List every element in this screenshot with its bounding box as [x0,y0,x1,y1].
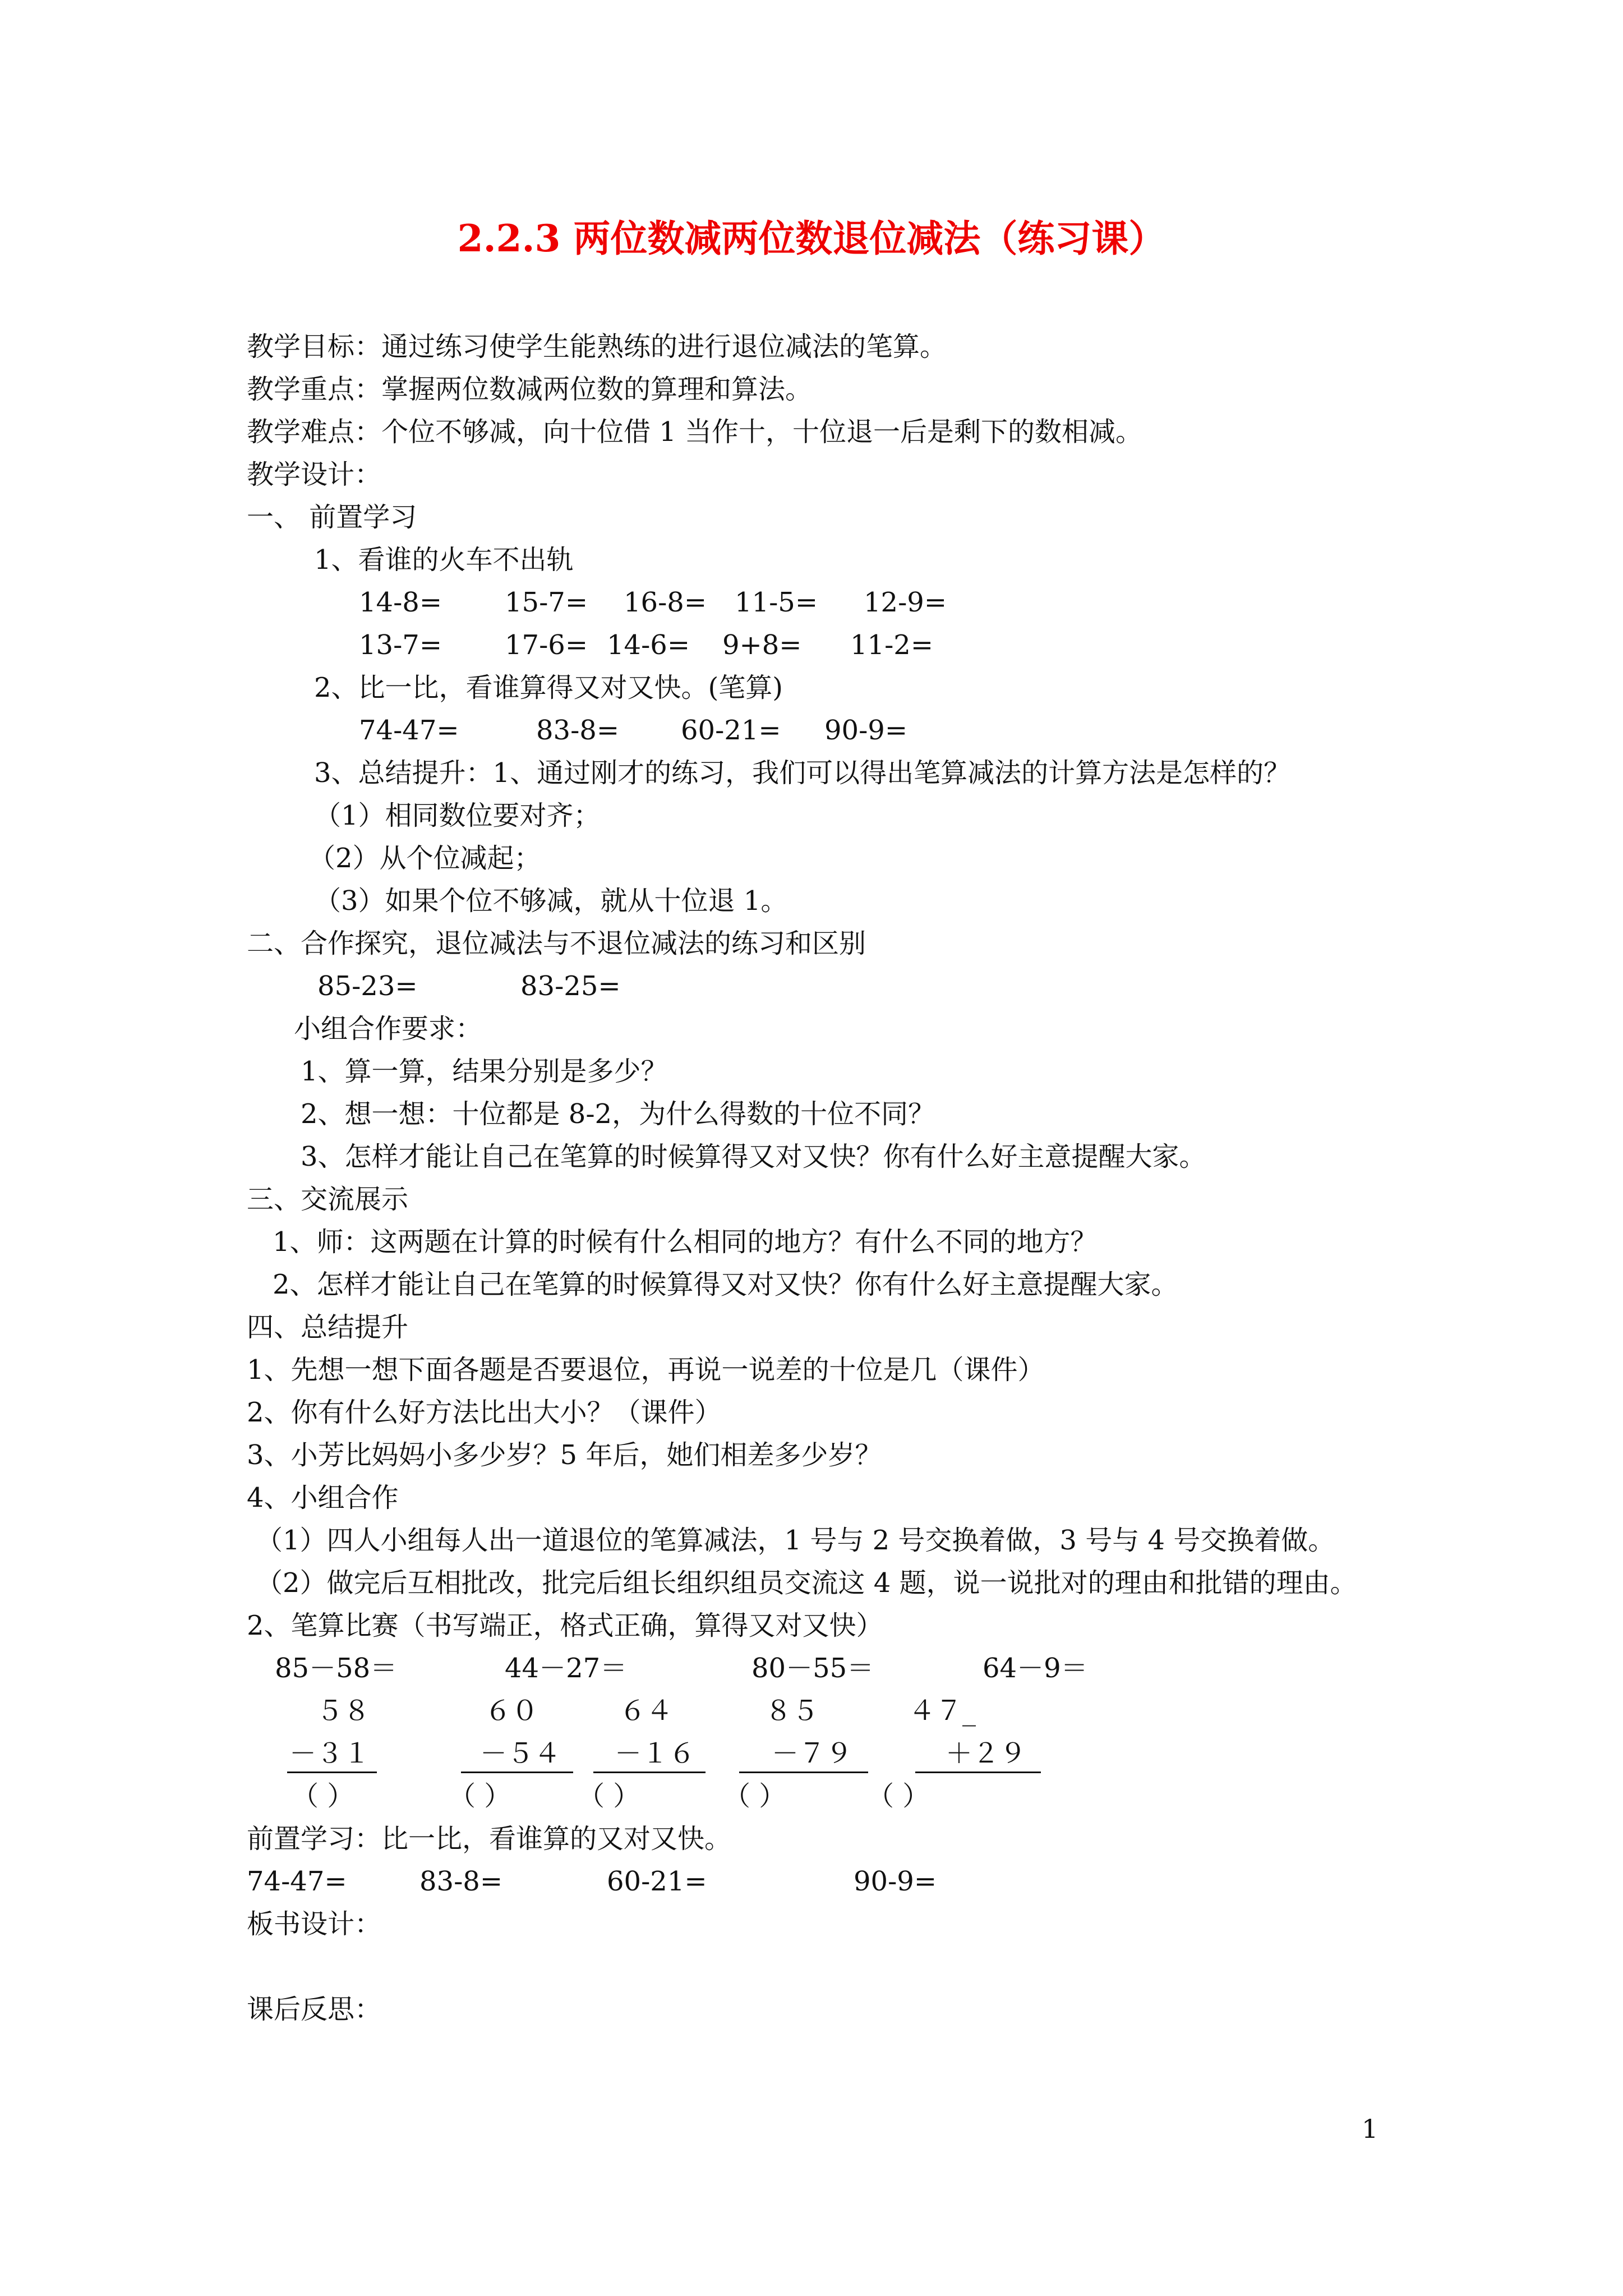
exercise-row2-1: 13-7= [359,629,442,661]
vertical-4-bottom: －７９ [771,1738,852,1769]
section-3-heading: 三、交流展示 [247,1184,409,1215]
vertical-3-line [593,1772,706,1773]
vertical-3-bottom: －１６ [614,1738,695,1769]
exercise-row2-3: 14-6= [607,629,690,661]
summary-item-1: 1、先想一想下面各题是否要退位，再说一说差的十位是几（课件） [247,1354,1045,1386]
summary-item-2: 2、你有什么好方法比出大小？（课件） [247,1397,722,1428]
answer-blank-1: （ ） [292,1780,354,1812]
vertical-1-line [287,1772,377,1773]
exercise-row2-2: 17-6= [505,629,588,661]
summary-item-4: 4、小组合作 [247,1482,399,1513]
vertical-1-top: ５８ [316,1695,370,1727]
vertical-1-bottom: －３１ [289,1738,370,1769]
exercise-83-25: 83-25= [520,970,621,1002]
vertical-2-line [461,1772,573,1773]
exercise-row1-2: 15-7= [505,587,588,618]
pre-study-2: 83-8= [419,1866,503,1897]
section-2-heading: 二、合作探究，退位减法与不退位减法的练习和区别 [247,928,866,959]
contest-heading: 2、笔算比赛（书写端正，格式正确，算得又对又快） [247,1610,883,1641]
pre-study-3: 60-21= [607,1866,707,1897]
exercise-row3-1: 74-47= [359,715,459,746]
pre-study-1: 74-47= [247,1866,347,1897]
teaching-key-point: 教学重点：掌握两位数减两位数的算理和算法。 [247,374,813,405]
group-task-2: （2）做完后互相批改，批完后组长组织组员交流这 4 题，说一说批对的理由和批错的理由。 [256,1567,1357,1599]
teaching-design-label: 教学设计： [247,459,382,490]
reflection-label: 课后反思： [247,1994,382,2025]
pre-study-4: 90-9= [854,1866,937,1897]
exercise-row3-4: 90-9= [824,715,908,746]
rule-3: （3）如果个位不够减，就从十位退 1。 [314,885,788,917]
exercise-row1-1: 14-8= [359,587,442,618]
exercise-row2-5: 11-2= [850,629,934,661]
vertical-2-bottom: －５４ [479,1738,561,1769]
summary-item-3: 3、小芳比妈妈小多少岁？5 年后，她们相差多少岁？ [247,1439,882,1471]
answer-blank-5: （ ） [867,1780,930,1812]
vertical-5-top: ４７_ [908,1695,976,1727]
requirement-3: 3、怎样才能让自己在笔算的时候算得又对又快？你有什么好主意提醒大家。 [301,1141,1206,1172]
contest-80-55: 80－55＝ [751,1653,874,1684]
answer-blank-2: （ ） [449,1780,511,1812]
contest-85-58: 85－58＝ [275,1653,398,1684]
rule-2: （2）从个位减起； [308,843,541,874]
vertical-5-bottom: ＋２９ [945,1738,1026,1769]
rule-1: （1）相同数位要对齐； [314,800,601,831]
contest-64-9: 64－9＝ [983,1653,1088,1684]
exercise-85-23: 85-23= [317,970,418,1002]
answer-blank-4: （ ） [723,1780,786,1812]
vertical-5-line [915,1772,1041,1773]
pre-study-heading: 前置学习：比一比，看谁算的又对又快。 [247,1823,732,1855]
exercise-row3-3: 60-21= [681,715,781,746]
exchange-item-2: 2、怎样才能让自己在笔算的时候算得又对又快？你有什么好主意提醒大家。 [273,1269,1178,1300]
document-title: 2.2.3 两位数减两位数退位减法（练习课） [457,217,1166,260]
teaching-objective: 教学目标：通过练习使学生能熟练的进行退位减法的笔算。 [247,331,947,362]
vertical-2-top: ６０ [484,1695,538,1727]
vertical-3-top: ６４ [619,1695,673,1727]
section-1-heading: 一、 前置学习 [247,501,417,533]
exercise-row1-3: 16-8= [624,587,707,618]
group-task-1: （1）四人小组每人出一道退位的笔算减法，1 号与 2 号交换着做，3 号与 4 号交换着做。 [256,1525,1335,1556]
section-1-item-2: 2、比一比，看谁算得又对又快。(笔算) [314,672,783,703]
exercise-row1-5: 12-9= [864,587,947,618]
exercise-row1-4: 11-5= [735,587,818,618]
section-4-heading: 四、总结提升 [247,1312,409,1343]
requirement-1: 1、算一算，结果分别是多少？ [301,1056,668,1087]
board-design-label: 板书设计： [247,1908,382,1940]
answer-blank-3: （ ） [578,1780,640,1812]
vertical-4-top: ８５ [764,1695,819,1727]
section-1-item-3: 3、总结提升：1、通过刚才的练习，我们可以得出笔算减法的计算方法是怎样的？ [314,757,1291,789]
page-number: 1 [1362,2114,1378,2144]
exercise-row3-2: 83-8= [536,715,620,746]
exchange-item-1: 1、师：这两题在计算的时候有什么相同的地方？有什么不同的地方？ [273,1226,1098,1258]
requirement-2: 2、想一想：十位都是 8-2，为什么得数的十位不同？ [301,1098,935,1130]
teaching-difficulty: 教学难点：个位不够减，向十位借 1 当作十，十位退一后是剩下的数相减。 [247,416,1143,448]
vertical-4-line [739,1772,868,1773]
exercise-row2-4: 9+8= [722,629,802,661]
section-1-item-1: 1、看谁的火车不出轨 [314,544,574,576]
group-requirements: 小组合作要求： [294,1013,483,1045]
contest-44-27: 44－27＝ [505,1653,628,1684]
